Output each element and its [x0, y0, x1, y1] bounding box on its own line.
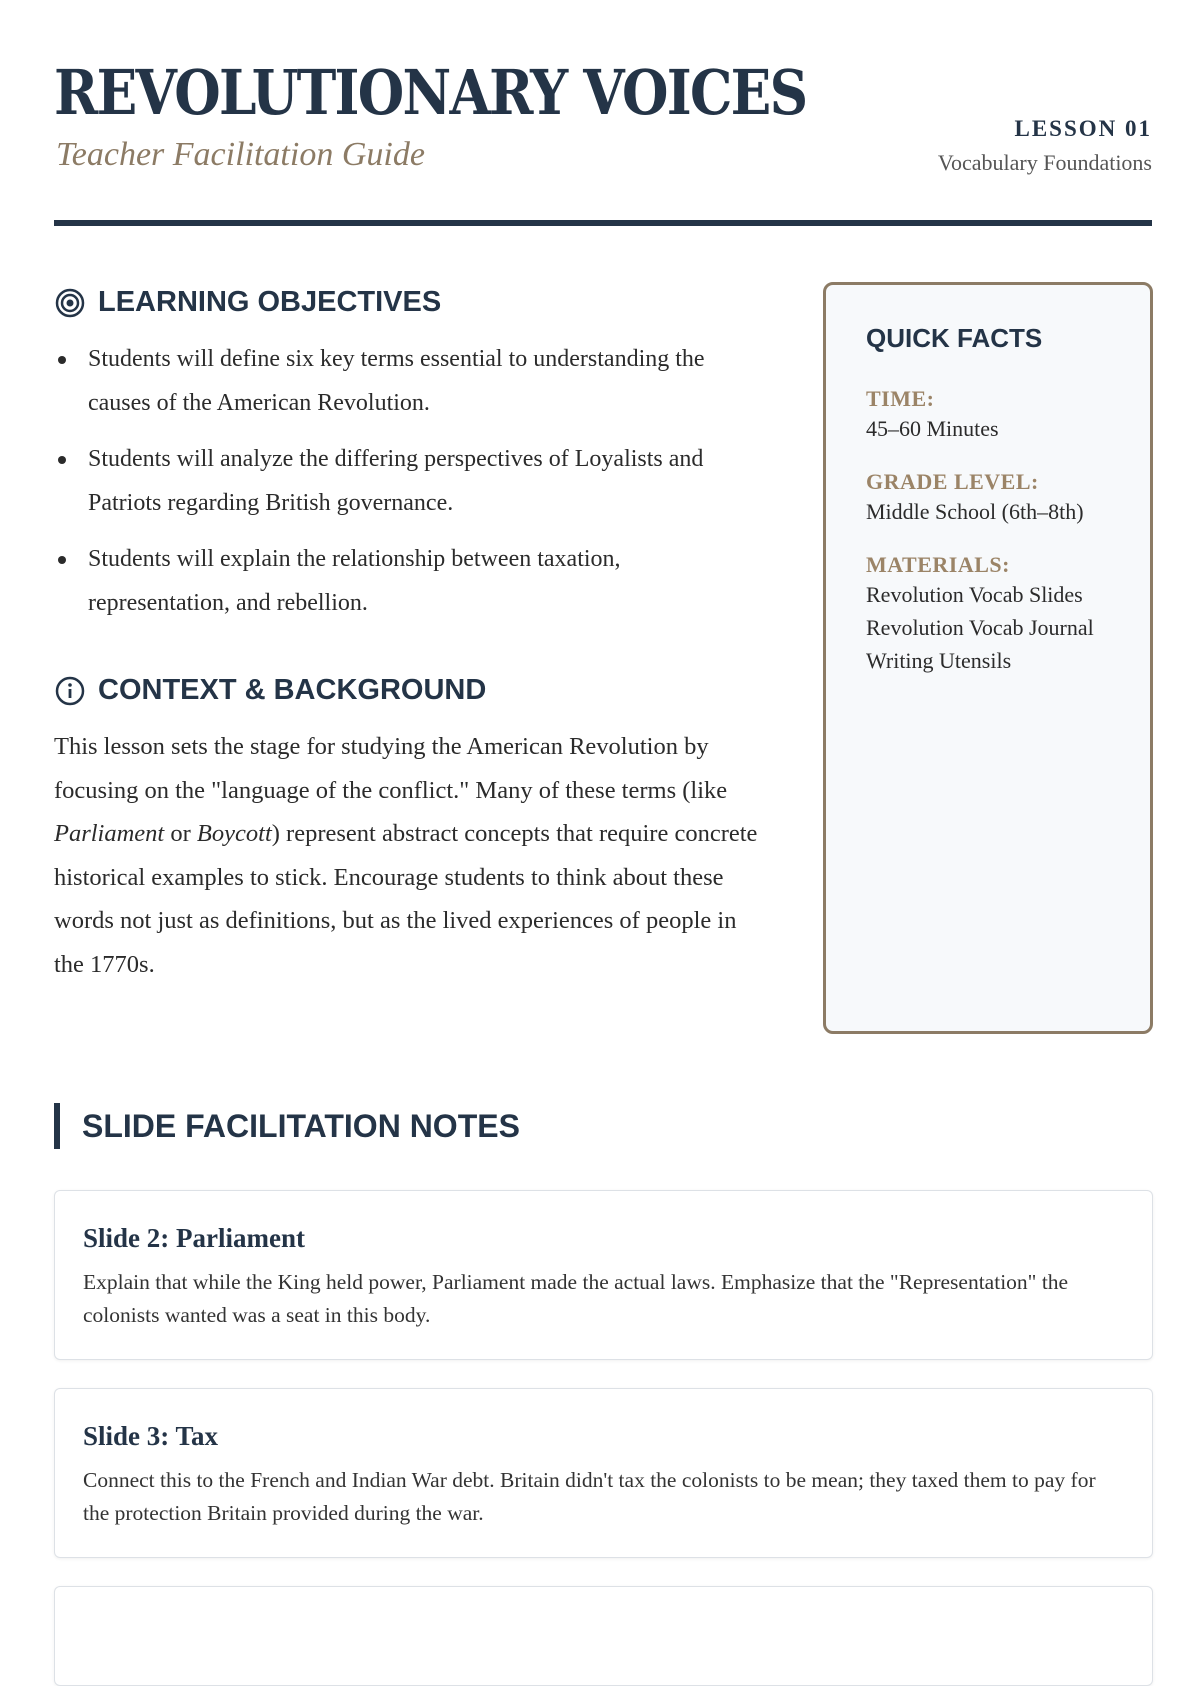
context-text: or: [164, 820, 197, 847]
context-paragraph: [54, 725, 766, 986]
objective-item: Students will explain the relationship between taxation, representation, and rebellion.: [54, 537, 764, 625]
context-text: This lesson sets the stage for studying the American Revolution by focusing on the "language of the conflict." Many of these terms (like: [54, 733, 728, 804]
learning-objectives: [54, 286, 764, 637]
time-value: 45–60 Minutes: [866, 416, 999, 441]
slide-notes-heading: SLIDE FACILITATION NOTES: [54, 1103, 520, 1149]
objectives-heading: [54, 286, 764, 319]
grade-value: Middle School (6th–8th): [866, 499, 1084, 524]
info-icon: [54, 675, 86, 707]
material-item: Writing Utensils: [866, 648, 1012, 673]
document-subtitle: Teacher Facilitation Guide: [56, 136, 425, 173]
context-term: Parliament: [54, 820, 165, 847]
lesson-number: LESSON 01: [1014, 116, 1152, 141]
context-term: Boycott: [196, 820, 272, 847]
document-title: REVOLUTIONARY VOICES: [54, 56, 807, 129]
time-label: TIME:: [866, 386, 935, 411]
slide-note-title: Slide 3: Tax: [83, 1421, 219, 1451]
context-background: [54, 674, 766, 986]
target-icon: [54, 287, 86, 319]
materials-list: [866, 578, 1110, 677]
context-heading-text: CONTEXT & BACKGROUND: [98, 674, 487, 706]
slide-note-title: Slide 2: Parliament: [83, 1223, 305, 1253]
context-heading: [54, 674, 766, 707]
quick-facts-box: [823, 282, 1153, 1034]
context-text: ) represent abstract concepts that require concrete historical examples to stick. Encourage students to think about these words not just as definitions, but as the lived experiences of people in the 1770s.: [54, 820, 758, 978]
slide-note-body: Explain that while the King held power, Parliament made the actual laws. Emphasize that the "Representation" the colonists wanted was a seat in this body.: [83, 1270, 1069, 1327]
slide-note-card: [54, 1190, 1153, 1360]
header-divider: [54, 220, 1152, 226]
objective-item: Students will define six key terms essential to understanding the causes of the American Revolution.: [54, 337, 764, 425]
lesson-topic: Vocabulary Foundations: [937, 150, 1152, 175]
materials-label: MATERIALS:: [866, 552, 1010, 577]
objective-item: Students will analyze the differing perspectives of Loyalists and Patriots regarding British governance.: [54, 437, 764, 525]
material-item: Revolution Vocab Journal: [866, 615, 1094, 640]
slide-note-card: [54, 1586, 1153, 1686]
quick-facts-heading: QUICK FACTS: [866, 323, 1043, 353]
slide-note-card: [54, 1388, 1153, 1558]
material-item: Revolution Vocab Slides: [866, 582, 1083, 607]
objectives-heading-text: LEARNING OBJECTIVES: [98, 286, 442, 318]
slide-note-body: Connect this to the French and Indian War debt. Britain didn't tax the colonists to be mean; they taxed them to pay for the protection Britain provided during the war.: [83, 1468, 1096, 1525]
grade-label: GRADE LEVEL:: [866, 469, 1039, 494]
